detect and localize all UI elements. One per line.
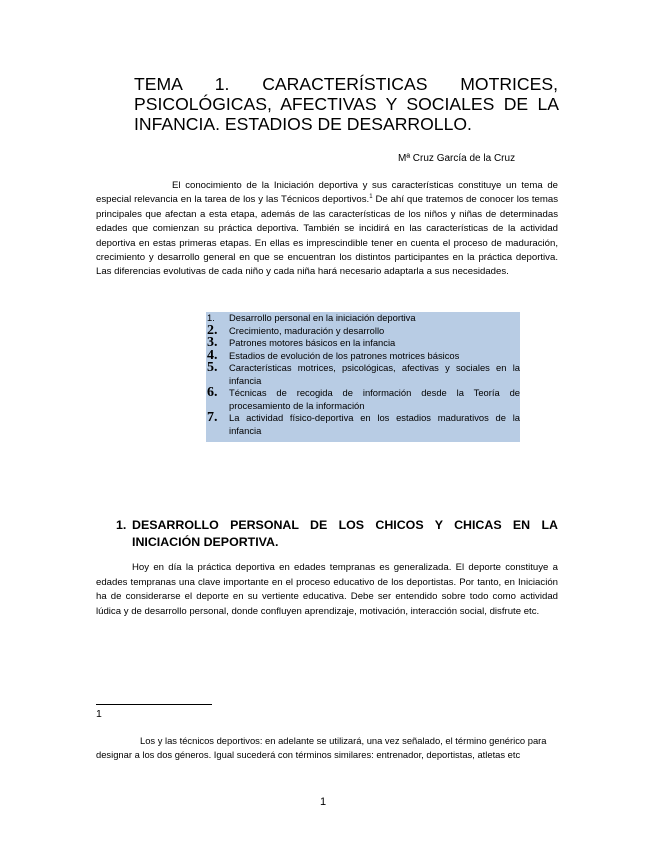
toc-item[interactable]: [206, 322, 520, 338]
toc-item-label: Desarrollo personal en la iniciación deportiva: [229, 312, 416, 323]
toc-item-number: 4.: [207, 347, 218, 363]
footnote-text: [96, 734, 558, 762]
section-heading: [116, 517, 558, 551]
toc-item[interactable]: [206, 312, 520, 325]
toc-item-label: Técnicas de recogida de información desde la Teoría de procesamiento de la información: [229, 387, 520, 411]
toc-item[interactable]: [206, 337, 520, 350]
toc-item-number: 7.: [207, 410, 218, 425]
toc-item[interactable]: [206, 362, 520, 387]
intro-paragraph: [96, 179, 558, 280]
toc-item-number: 3.: [207, 335, 218, 350]
title-line-1: TEMA 1. CARACTERÍSTICAS MOTRICES, PSICOLÓGICAS, AFECTIVAS Y SOCIALES DE LA: [134, 74, 558, 114]
toc-item[interactable]: [206, 347, 520, 363]
footnote-separator: [96, 704, 212, 705]
footnote-reference[interactable]: 1: [369, 194, 373, 201]
section-number: 1.: [116, 518, 127, 532]
table-of-contents: [206, 312, 520, 442]
title-line-2: INFANCIA. ESTADIOS DE DESARROLLO.: [134, 114, 472, 134]
toc-item-number: 2.: [207, 322, 218, 338]
document-title: [134, 74, 558, 134]
toc-item-label: Características motrices, psicológicas, afectivas y sociales en la infancia: [229, 362, 520, 386]
intro-text-1: El conocimiento de la Iniciación deportiva y sus características constituye un tema de especial relevancia en la tarea de los y las Técnicos deportivos.: [96, 180, 558, 206]
toc-item-number: 5.: [207, 360, 218, 375]
toc-item-label: Estadios de evolución de los patrones motrices básicos: [229, 349, 460, 361]
section-paragraph: [96, 561, 558, 619]
section-body-text: Hoy en día la práctica deportiva en edades tempranas es generalizada. El deporte constituye a edades tempranas una clave importante en el proceso educativo de los deportistas. Por tanto, en Iniciación ha de considerarse el deporte en su vertiente educativa. Debe ser entendido sobre todo como actividad lúdica y de desarrollo personal, donde confluyen aprendizaje, motivación, interacción social, disfrute etc.: [96, 562, 558, 617]
toc-item-number: 6.: [207, 385, 218, 400]
intro-text-2: De ahí que tratemos de conocer los temas principales que afectan a esta etapa, además de las características de los niños y niñas de determinadas edades que comienzan su práctica deportiva. También se incidirá en las características de la actividad deportiva en estas primeras etapas. En ellas es imprescindible tener en cuenta el proceso de maduración, crecimiento y desarrollo general en que se encuentran los distintos participantes en la práctica deportiva. Las diferencias evolutivas de cada niño y cada niña hará necesario adaptarla a sus necesidades.: [96, 194, 558, 278]
toc-item[interactable]: [206, 412, 520, 437]
footnote-body: Los y las técnicos deportivos: en adelante se utilizará, una vez señalado, el término genérico para designar a los dos géneros. Igual sucederá con términos similares: entrenador, deportistas, atletas etc: [96, 735, 547, 760]
author-name: Mª Cruz García de la Cruz: [398, 153, 516, 164]
toc-item-label: La actividad físico-deportiva en los estadios madurativos de la infancia: [229, 412, 520, 436]
toc-item-label: Crecimiento, maduración y desarrollo: [229, 324, 385, 336]
section-title: DESARROLLO PERSONAL DE LOS CHICOS Y CHICAS EN LA INICIACIÓN DEPORTIVA.: [132, 518, 558, 549]
toc-item-label: Patrones motores básicos en la infancia: [229, 337, 396, 348]
page-number: 1: [320, 796, 327, 808]
footnote-number: 1: [96, 708, 102, 720]
toc-item[interactable]: [206, 387, 520, 412]
toc-item-number: 1.: [207, 312, 215, 323]
